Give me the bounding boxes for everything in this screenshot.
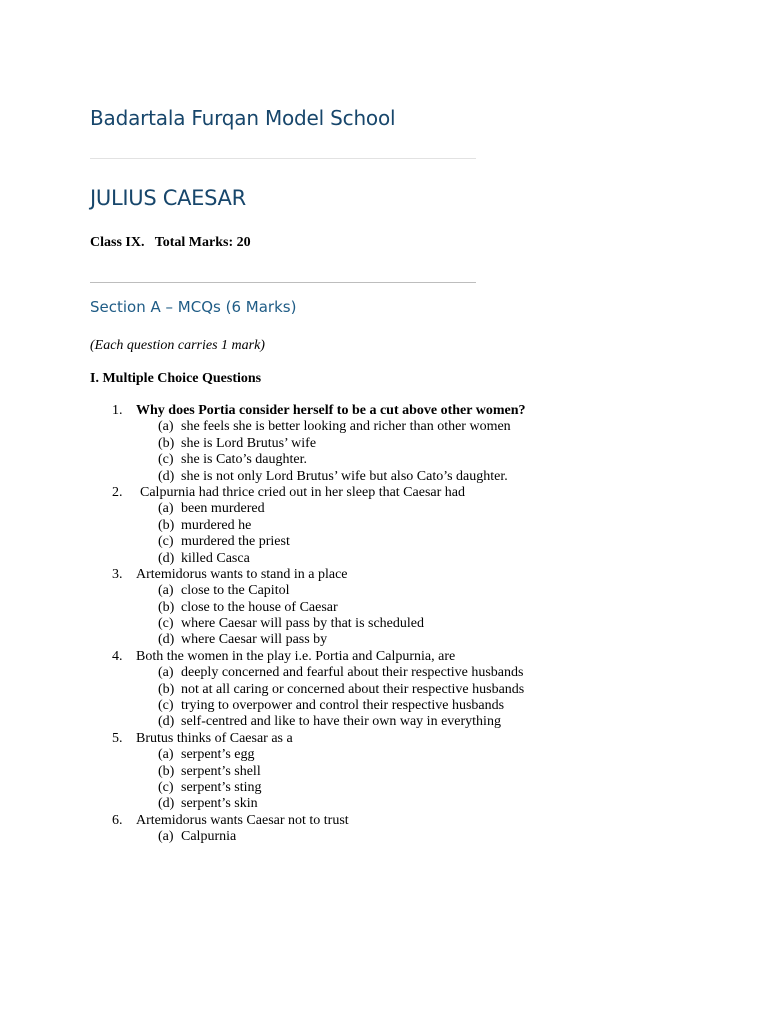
option-text: deeply concerned and fearful about their respective husbands: [181, 665, 524, 681]
option-row: [0, 714, 768, 730]
option-row: [0, 665, 768, 681]
class-and-marks: Class IX. Total Marks: 20: [90, 235, 251, 250]
option-text: serpent’s sting: [181, 779, 262, 795]
question-text: Artemidorus wants Caesar not to trust: [136, 812, 349, 828]
option-row: [0, 764, 768, 780]
option-letter: (a): [158, 419, 174, 435]
option-row: [0, 698, 768, 714]
option-letter: (a): [158, 583, 174, 599]
question-text: Brutus thinks of Caesar as a: [136, 730, 293, 746]
option-text: where Caesar will pass by that is scheduled: [181, 616, 424, 632]
option-row: [0, 436, 768, 452]
option-text: she is Lord Brutus’ wife: [181, 435, 317, 451]
option-text: she is Cato’s daughter.: [181, 452, 307, 468]
option-row: [0, 419, 768, 435]
question-5: [0, 731, 768, 747]
option-text: trying to overpower and control their respective husbands: [181, 698, 505, 714]
question-number: 4.: [112, 648, 123, 664]
question-number: 1.: [112, 403, 123, 418]
option-letter: (d): [158, 796, 175, 812]
option-text: killed Casca: [181, 550, 250, 566]
option-letter: (d): [158, 550, 175, 566]
question-number: 2.: [112, 484, 123, 500]
option-letter: (c): [158, 452, 174, 468]
option-text: Calpurnia: [181, 829, 237, 845]
option-letter: (b): [158, 763, 175, 779]
question-2: [0, 485, 768, 501]
question-text: Artemidorus wants to stand in a place: [136, 566, 348, 582]
question-number: 6.: [112, 812, 123, 828]
option-row: [0, 534, 768, 550]
option-text: she feels she is better looking and richer than other women: [181, 419, 511, 435]
question-3: [0, 567, 768, 583]
question-list: [0, 403, 768, 846]
option-text: serpent’s shell: [181, 763, 261, 779]
option-letter: (c): [158, 698, 174, 714]
document-title: JULIUS CAESAR: [90, 186, 246, 210]
option-letter: (c): [158, 616, 174, 632]
question-number: 3.: [112, 566, 123, 582]
question-6: [0, 813, 768, 829]
option-letter: (b): [158, 517, 175, 533]
divider: [90, 282, 476, 283]
option-letter: (b): [158, 681, 175, 697]
option-row: [0, 600, 768, 616]
question-text: Calpurnia had thrice cried out in her sleep that Caesar had: [140, 484, 465, 500]
option-row: [0, 551, 768, 567]
option-letter: (c): [158, 534, 174, 550]
option-text: she is not only Lord Brutus’ wife but also Cato’s daughter.: [181, 468, 508, 484]
option-row: [0, 829, 768, 845]
option-text: not at all caring or concerned about their respective husbands: [181, 681, 525, 697]
school-name: Badartala Furqan Model School: [90, 106, 396, 130]
option-text: close to the house of Caesar: [181, 599, 338, 615]
option-letter: (a): [158, 829, 174, 845]
option-row: [0, 632, 768, 648]
option-row: [0, 469, 768, 485]
question-text: Both the women in the play i.e. Portia and Calpurnia, are: [136, 648, 456, 664]
option-letter: (c): [158, 779, 174, 795]
option-row: [0, 796, 768, 812]
option-text: been murdered: [181, 501, 265, 517]
option-letter: (d): [158, 714, 175, 730]
section-heading: Section A – MCQs (6 Marks): [90, 298, 297, 316]
option-letter: (d): [158, 632, 175, 648]
question-4: [0, 649, 768, 665]
option-row: [0, 747, 768, 763]
question-number: 5.: [112, 730, 123, 746]
option-text: close to the Capitol: [181, 583, 290, 599]
option-text: where Caesar will pass by: [181, 632, 328, 648]
option-letter: (d): [158, 468, 175, 484]
question-1: [0, 403, 768, 419]
option-text: murdered the priest: [181, 534, 290, 550]
option-letter: (b): [158, 435, 175, 451]
option-letter: (a): [158, 501, 174, 517]
option-row: [0, 616, 768, 632]
divider: [90, 158, 476, 159]
option-letter: (b): [158, 599, 175, 615]
question-text: Why does Portia consider herself to be a cut above other women?: [136, 403, 526, 418]
option-row: [0, 682, 768, 698]
option-row: [0, 501, 768, 517]
option-text: serpent’s skin: [181, 796, 258, 812]
option-letter: (a): [158, 747, 174, 763]
option-row: [0, 452, 768, 468]
option-text: murdered he: [181, 517, 252, 533]
option-text: serpent’s egg: [181, 747, 255, 763]
mcq-heading: I. Multiple Choice Questions: [90, 371, 262, 386]
option-text: self-centred and like to have their own way in everything: [181, 714, 501, 730]
option-row: [0, 518, 768, 534]
marks-note: (Each question carries 1 mark): [90, 338, 265, 353]
option-row: [0, 780, 768, 796]
option-letter: (a): [158, 665, 174, 681]
option-row: [0, 583, 768, 599]
